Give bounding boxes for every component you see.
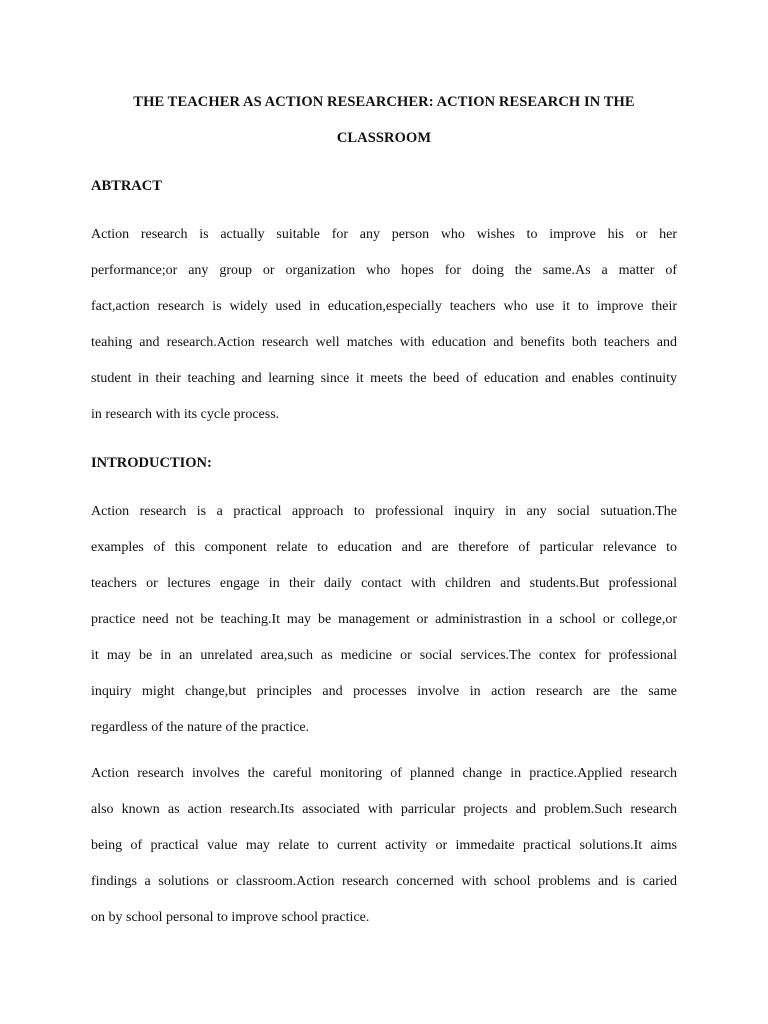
text-line: fact,action research is widely used in education,especially teachers who use it to improve their <box>91 299 677 314</box>
document-title-line-1: THE TEACHER AS ACTION RESEARCHER: ACTION RESEARCH IN THE <box>133 94 635 110</box>
text-line: Action research involves the careful monitoring of planned change in practice.Applied research <box>91 766 677 781</box>
document-title-line-2: CLASSROOM <box>336 130 432 146</box>
introduction-paragraph-2 <box>91 756 677 936</box>
text-line: student in their teaching and learning since it meets the beed of education and enables continuity <box>91 371 677 386</box>
text-line: it may be in an unrelated area,such as medicine or social services.The contex for professional <box>91 648 677 663</box>
text-line: findings a solutions or classroom.Action research concerned with school problems and is caried <box>91 874 677 889</box>
text-line: in research with its cycle process. <box>91 407 280 422</box>
text-line: being of practical value may relate to current activity or immedaite practical solutions.It aims <box>91 838 677 853</box>
text-line: inquiry might change,but principles and processes involve in action research are the same <box>91 684 677 699</box>
text-line: on by school personal to improve school practice. <box>91 910 370 925</box>
text-line: teachers or lectures engage in their daily contact with children and students.But professional <box>91 576 677 591</box>
introduction-heading: INTRODUCTION: <box>91 455 212 471</box>
abstract-heading: ABTRACT <box>91 178 162 194</box>
text-line: also known as action research.Its associated with parricular projects and problem.Such research <box>91 802 677 817</box>
text-line: performance;or any group or organization who hopes for doing the same.As a matter of <box>91 263 677 278</box>
text-line: Action research is a practical approach to professional inquiry in any social sutuation.The <box>91 504 677 519</box>
text-line: regardless of the nature of the practice. <box>91 720 310 735</box>
text-line: teahing and research.Action research well matches with education and benefits both teachers and <box>91 335 677 350</box>
text-line: Action research is actually suitable for any person who wishes to improve his or her <box>91 227 677 242</box>
text-line: examples of this component relate to education and are therefore of particular relevance to <box>91 540 677 555</box>
introduction-paragraph-1 <box>91 494 677 746</box>
abstract-paragraph <box>91 217 677 433</box>
text-line: practice need not be teaching.It may be management or administrastion in a school or college,or <box>91 612 677 627</box>
